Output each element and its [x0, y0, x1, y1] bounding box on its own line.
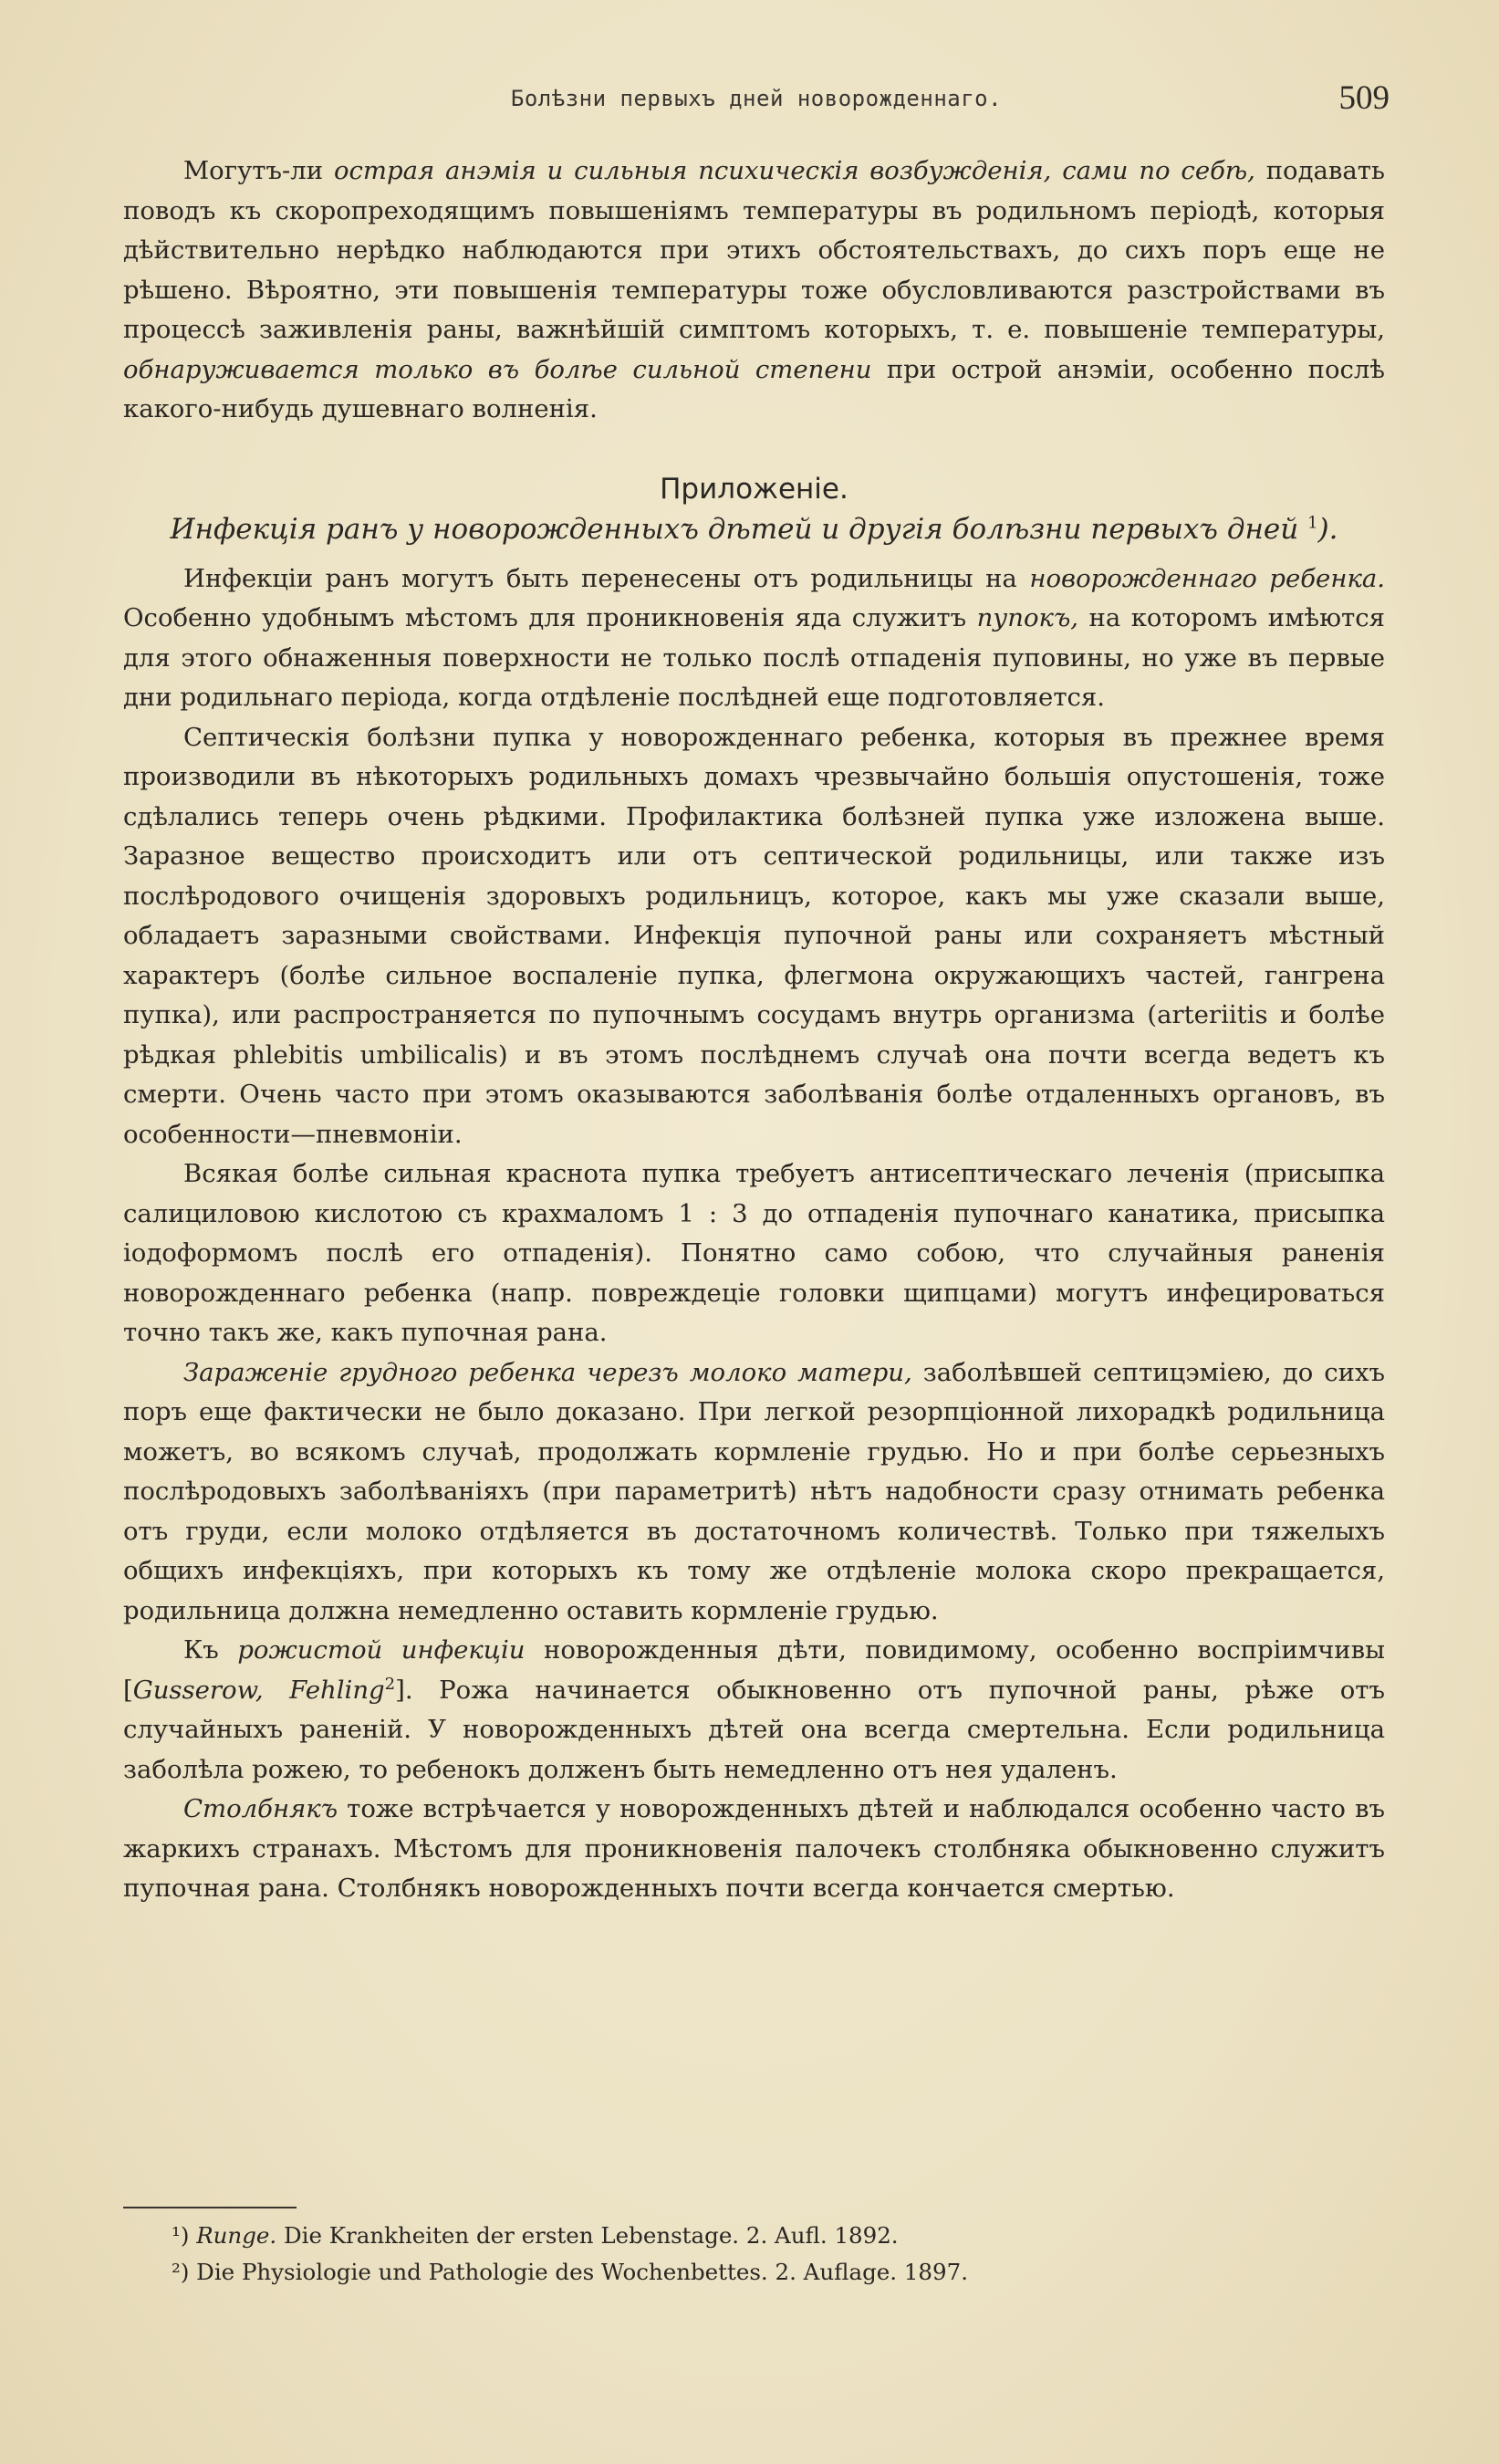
paragraph-antiseptic-treatment: Всякая болѣе сильная краснота пупка требуетъ антисептическаго леченія (присыпка салициловою кислотою съ крахмаломъ 1 : 3 до отпаденія пупочнаго канатика, присыпка іодоформомъ послѣ его отпаденія). Понятно само собою, что случайныя раненія новорожденнаго ребенка (напр. повреждеціе головки щипцами) могутъ инфецироваться точно такъ же, какъ пупочная рана.: [123, 1159, 1385, 1347]
paragraph-erysipelas: Къ рожистой инфекціи новорожденныя дѣти, повидимому, особенно воспріимчивы [Gusserow, Fehling$^2$]. Рожа начинается обыкновенно отъ пупочной раны, рѣже отъ случайныхъ раненій. У новорожденныхъ дѣтей она всегда смертельна. Если родильница заболѣла рожею, то ребенокъ долженъ быть немедленно отъ нея удаленъ.: [123, 1635, 1386, 1784]
running-title: Болѣзни первыхъ дней новорожденнаго.: [510, 86, 1003, 111]
page-number: 509: [1338, 79, 1390, 117]
footnote-ref-1: 1: [1307, 513, 1318, 533]
footnote-ref-2: 2: [384, 1674, 396, 1694]
paragraph-milk-infection: Зараженіе грудного ребенка черезъ молоко матери, заболѣвшей септицэміею, до сихъ поръ еще фактически не было доказано. При легкой резорпціонной лихорадкѣ родильница можетъ, во всякомъ случаѣ, продолжать кормленіе грудью. Но и при болѣе серьезныхъ послѣродовыхъ заболѣваніяхъ (при параметритѣ) нѣтъ надобности сразу отнимать ребенка отъ груди, если молоко отдѣляется въ достаточномъ количествѣ. Только при тяжелыхъ общихъ инфекціяхъ, при которыхъ къ тому же отдѣленіе молока скоро прекращается, родильница должна немедленно оставить кормленіе грудью.: [123, 1357, 1385, 1625]
footnotes: [172, 2218, 1385, 2291]
section-heading: Приложеніе.: [660, 472, 848, 506]
section-subheading: Инфекція ранъ у новорожденныхъ дѣтей и другія болѣзни первыхъ дней $^1$).: [170, 512, 1338, 546]
paragraph-tetanus: Столбнякъ тоже встрѣчается у новорожденныхъ дѣтей и наблюдался особенно часто въ жаркихъ странахъ. Мѣстомъ для проникновенія палочекъ столбняка обыкновенно служитъ пупочная рана. Столбнякъ новорожденныхъ почти всегда кончается смертью.: [123, 1794, 1385, 1903]
paragraph-septic-umbilical: Септическія болѣзни пупка у новорожденнаго ребенка, которыя въ прежнее время производили въ нѣкоторыхъ родильныхъ домахъ чрезвычайно большія опустошенія, тоже сдѣлались теперь очень рѣдкими. Профилактика болѣзней пупка уже изложена выше. Заразное вещество происходитъ или отъ септической родильницы, или также изъ послѣродового очищенія здоровыхъ родильницъ, которое, какъ мы уже сказали выше, обладаетъ заразными свойствами. Инфекція пупочной раны или сохраняетъ мѣстный характеръ (болѣе сильное воспаленіе пупка, флегмона окружающихъ частей, гангрена пупка), или распространяется по пупочнымъ сосудамъ внутрь организма (arteriitis и болѣе рѣдкая phlebitis umbilicalis) и въ этомъ послѣднемъ случаѣ она почти всегда ведетъ къ смерти. Очень часто при этомъ оказываются заболѣванія болѣе отдаленныхъ органовъ, въ особенности—пневмоніи.: [123, 722, 1385, 1149]
footnote-rule: [123, 2207, 297, 2208]
footnote-1: ¹) Runge. Die Krankheiten der ersten Lebenstage. 2. Aufl. 1892.: [172, 2222, 899, 2249]
footnote-2: ²) Die Physiologie und Pathologie des Wochenbettes. 2. Auflage. 1897.: [172, 2259, 968, 2285]
paragraph-anemia: Могутъ-ли острая анэмія и сильныя психическія возбужденія, сами по себѣ, подавать поводъ къ скоропреходящимъ повышеніямъ температуры въ родильномъ періодѣ, которыя дѣйствительно нерѣдко наблюдаются при этихъ обстоятельствахъ, до сихъ поръ еще не рѣшено. Вѣроятно, эти повышенія температуры тоже обусловливаются разстройствами въ процессѣ заживленія раны, важнѣйшій симптомъ которыхъ, т. е. повышеніе температуры, обнаруживается только въ болѣе сильной степени при острой анэміи, особенно послѣ какого-нибудь душевнаго волненія.: [123, 156, 1385, 423]
page-header: [123, 78, 1390, 119]
paragraph-wound-infection: Инфекціи ранъ могутъ быть перенесены отъ родильницы на новорожденнаго ребенка. Особенно удобнымъ мѣстомъ для проникновенія яда служитъ пупокъ, на которомъ имѣются для этого обнаженныя поверхности не только послѣ отпаденія пуповины, но уже въ первые дни родильнаго періода, когда отдѣленіе послѣдней еще подготовляется.: [123, 563, 1385, 712]
page-body: [123, 151, 1385, 1909]
